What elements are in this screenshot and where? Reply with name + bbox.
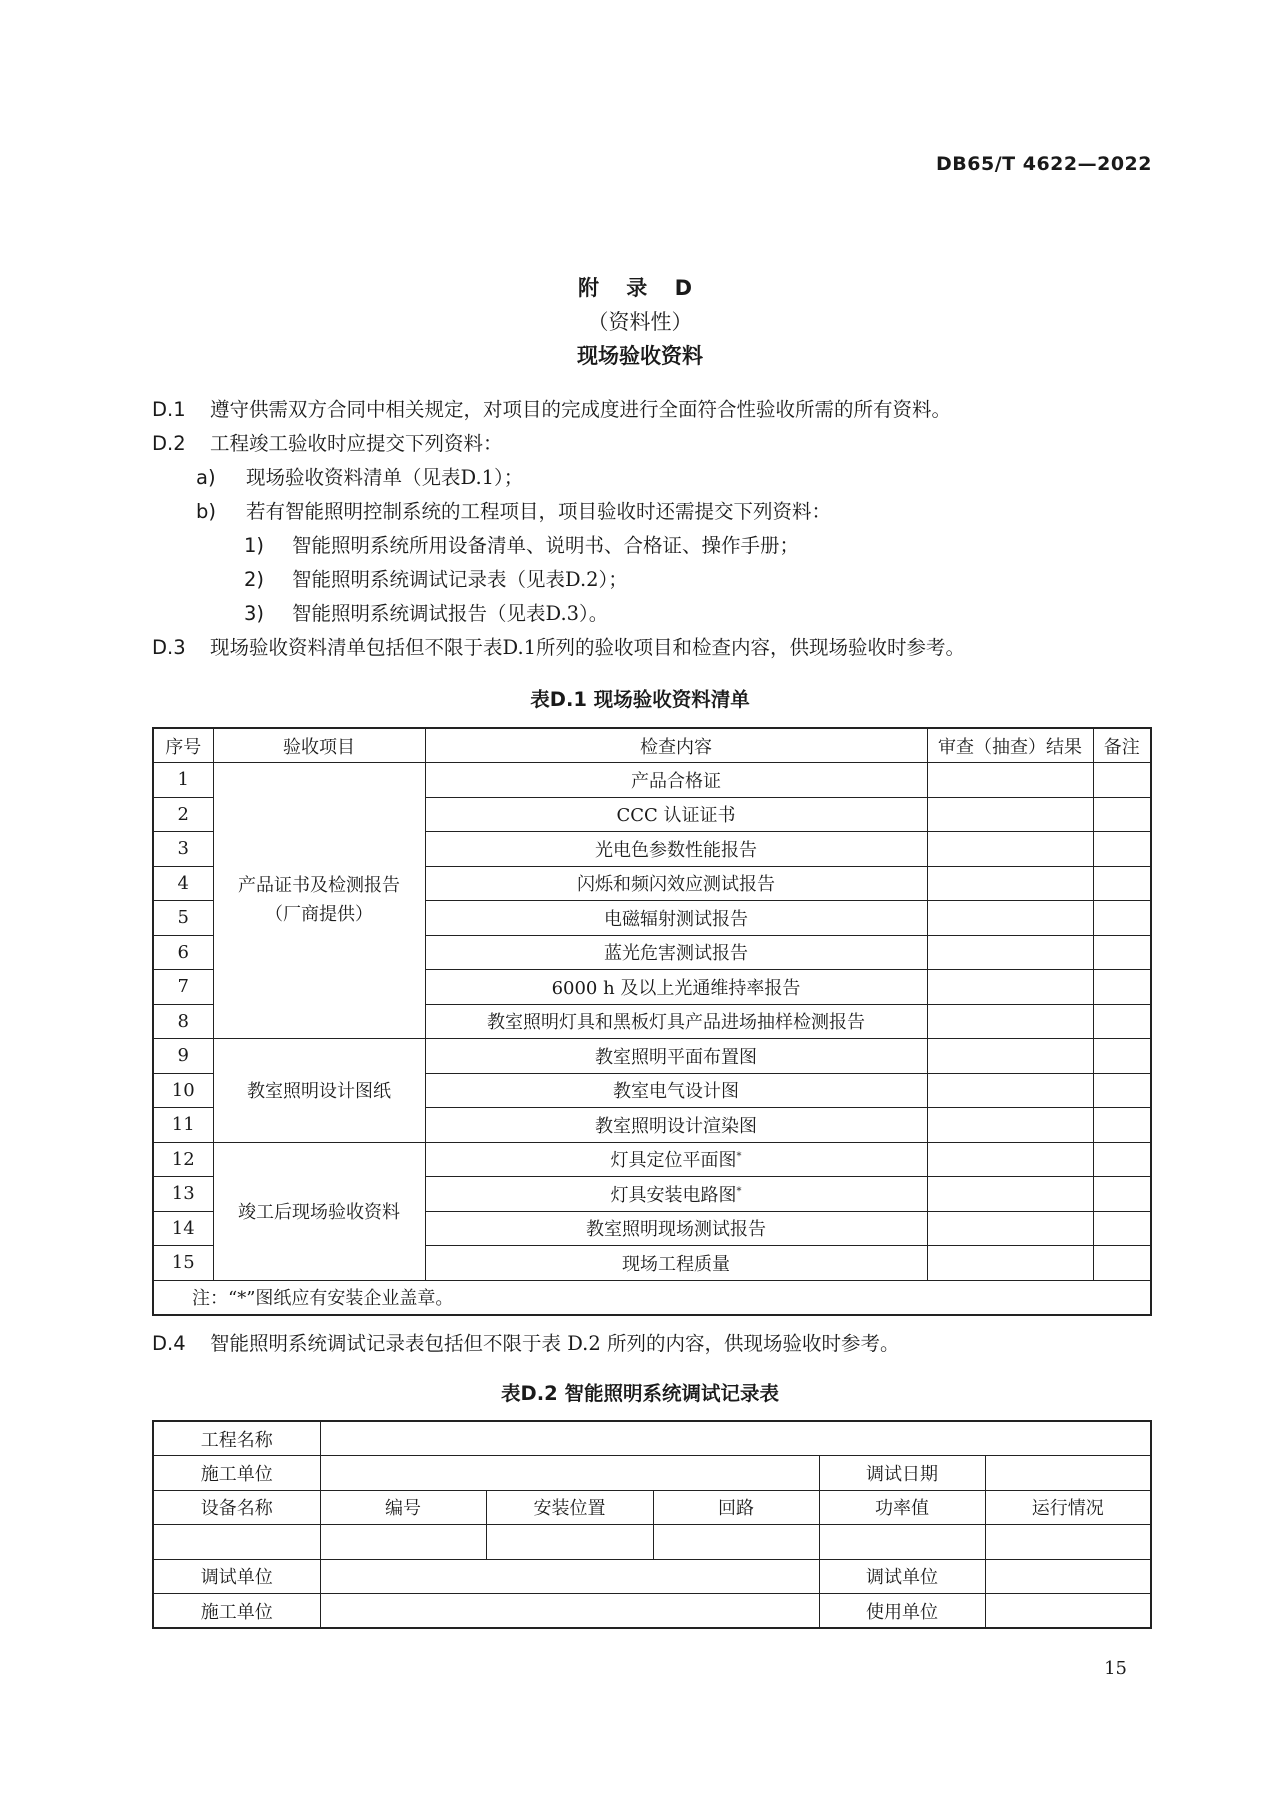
row-number: 5 — [153, 901, 213, 936]
header-cell: 功率值 — [819, 1490, 985, 1525]
header-cell: 审查（抽查）结果 — [927, 728, 1093, 763]
list-item-a — [196, 462, 523, 490]
row-number: 9 — [153, 1039, 213, 1074]
list-text: 智能照明系统调试报告（见表D.3）。 — [292, 602, 609, 625]
result-cell — [927, 1039, 1093, 1074]
table-row — [153, 1525, 1151, 1560]
remark-cell — [1093, 935, 1151, 970]
table-row — [153, 1142, 1151, 1177]
table-row — [153, 1594, 1151, 1629]
result-cell — [927, 832, 1093, 867]
appendix-title: 附 录 D — [577, 276, 703, 300]
label-cell: 工程名称 — [153, 1421, 320, 1456]
clause-d4 — [152, 1328, 899, 1356]
value-cell — [320, 1421, 1151, 1456]
label-cell: 调试单位 — [153, 1559, 320, 1594]
value-cell — [819, 1525, 985, 1560]
remark-cell — [1093, 901, 1151, 936]
list-text: 智能照明系统所用设备清单、说明书、合格证、操作手册； — [292, 534, 800, 557]
result-cell — [927, 970, 1093, 1005]
acceptance-checklist-table — [152, 727, 1152, 1316]
check-content: 教室电气设计图 — [425, 1073, 927, 1108]
check-content: 闪烁和频闪效应测试报告 — [425, 866, 927, 901]
table-row — [153, 1039, 1151, 1074]
check-content: 蓝光危害测试报告 — [425, 935, 927, 970]
clause-number: D.4 — [152, 1332, 186, 1355]
table-row — [153, 1559, 1151, 1594]
value-cell — [985, 1559, 1151, 1594]
table-note: 注：“*”图纸应有安装企业盖章。 — [153, 1280, 1151, 1315]
remark-cell — [1093, 1004, 1151, 1039]
table-row — [153, 763, 1151, 798]
header-cell: 备注 — [1093, 728, 1151, 763]
check-content: 教室照明设计渲染图 — [425, 1108, 927, 1143]
remark-cell — [1093, 1073, 1151, 1108]
content-text: 灯具定位平面图 — [610, 1150, 737, 1172]
result-cell — [927, 1073, 1093, 1108]
label-cell: 施工单位 — [153, 1456, 320, 1491]
row-number: 7 — [153, 970, 213, 1005]
clause-number: D.2 — [152, 432, 186, 455]
value-cell — [985, 1594, 1151, 1629]
check-content — [425, 1142, 927, 1177]
remark-cell — [1093, 866, 1151, 901]
clause-text: 智能照明系统调试记录表包括但不限于表 D.2 所列的内容，供现场验收时参考。 — [210, 1332, 900, 1355]
row-number: 11 — [153, 1108, 213, 1143]
remark-cell — [1093, 1039, 1151, 1074]
result-cell — [927, 797, 1093, 832]
list-item-b1 — [244, 530, 799, 558]
value-cell — [153, 1525, 320, 1560]
remark-cell — [1093, 1246, 1151, 1281]
remark-cell — [1093, 1177, 1151, 1212]
list-marker: 2) — [244, 568, 265, 591]
check-content — [425, 1177, 927, 1212]
label-cell: 调试单位 — [819, 1559, 985, 1594]
document-code: DB65/T 4622—2022 — [936, 153, 1152, 175]
label-cell: 施工单位 — [153, 1594, 320, 1629]
header-cell: 验收项目 — [213, 728, 425, 763]
header-cell: 编号 — [320, 1490, 486, 1525]
page-number: 15 — [1104, 1658, 1127, 1679]
row-number: 8 — [153, 1004, 213, 1039]
check-content: 教室照明现场测试报告 — [425, 1211, 927, 1246]
row-number: 1 — [153, 763, 213, 798]
value-cell — [320, 1559, 819, 1594]
result-cell — [927, 1211, 1093, 1246]
remark-cell — [1093, 763, 1151, 798]
check-content: 教室照明平面布置图 — [425, 1039, 927, 1074]
content-text: 灯具安装电路图 — [610, 1184, 737, 1206]
appendix-subtitle: （资料性） — [587, 310, 693, 334]
list-item-b2 — [244, 564, 628, 592]
table1-caption: 表D.1 现场验收资料清单 — [530, 688, 750, 711]
clause-text: 工程竣工验收时应提交下列资料： — [210, 432, 503, 455]
check-content: 教室照明灯具和黑板灯具产品进场抽样检测报告 — [425, 1004, 927, 1039]
list-text: 智能照明系统调试记录表（见表D.2）； — [292, 568, 628, 591]
result-cell — [927, 763, 1093, 798]
header-cell: 回路 — [653, 1490, 819, 1525]
group-product-certificates: 产品证书及检测报告 （厂商提供） — [213, 763, 425, 1039]
remark-cell — [1093, 797, 1151, 832]
check-content: 光电色参数性能报告 — [425, 832, 927, 867]
row-number: 10 — [153, 1073, 213, 1108]
group-design-drawings: 教室照明设计图纸 — [213, 1039, 425, 1143]
value-cell — [486, 1525, 653, 1560]
debug-record-table — [152, 1420, 1152, 1629]
row-number: 2 — [153, 797, 213, 832]
remark-cell — [1093, 1108, 1151, 1143]
value-cell — [653, 1525, 819, 1560]
clause-text: 遵守供需双方合同中相关规定，对项目的完成度进行全面符合性验收所需的所有资料。 — [210, 398, 952, 421]
check-content: 现场工程质量 — [425, 1246, 927, 1281]
header-cell: 设备名称 — [153, 1490, 320, 1525]
table-row — [153, 1421, 1151, 1456]
header-cell: 序号 — [153, 728, 213, 763]
result-cell — [927, 1108, 1093, 1143]
result-cell — [927, 901, 1093, 936]
table-note-row — [153, 1280, 1151, 1315]
table-row — [153, 1456, 1151, 1491]
table2-caption: 表D.2 智能照明系统调试记录表 — [501, 1382, 779, 1405]
value-cell — [320, 1594, 819, 1629]
table-header-row — [153, 1490, 1151, 1525]
row-number: 13 — [153, 1177, 213, 1212]
list-marker: a) — [196, 466, 216, 489]
value-cell — [320, 1456, 819, 1491]
list-item-b — [196, 496, 831, 524]
result-cell — [927, 1142, 1093, 1177]
header-cell: 检查内容 — [425, 728, 927, 763]
seal-mark: * — [736, 1185, 742, 1197]
clause-d2 — [152, 428, 503, 456]
result-cell — [927, 866, 1093, 901]
appendix-name: 现场验收资料 — [577, 344, 703, 368]
check-content: 电磁辐射测试报告 — [425, 901, 927, 936]
remark-cell — [1093, 832, 1151, 867]
value-cell — [985, 1525, 1151, 1560]
result-cell — [927, 1177, 1093, 1212]
row-number: 15 — [153, 1246, 213, 1281]
row-number: 3 — [153, 832, 213, 867]
check-content: CCC 认证证书 — [425, 797, 927, 832]
result-cell — [927, 935, 1093, 970]
remark-cell — [1093, 1211, 1151, 1246]
list-text: 现场验收资料清单（见表D.1）； — [246, 466, 524, 489]
label-cell: 使用单位 — [819, 1594, 985, 1629]
header-cell: 安装位置 — [486, 1490, 653, 1525]
value-cell — [985, 1456, 1151, 1491]
list-marker: 1) — [244, 534, 265, 557]
clause-d3 — [152, 632, 965, 660]
list-marker: 3) — [244, 602, 265, 625]
clause-number: D.1 — [152, 398, 186, 421]
check-content: 产品合格证 — [425, 763, 927, 798]
seal-mark: * — [736, 1151, 742, 1163]
group-site-acceptance: 竣工后现场验收资料 — [213, 1142, 425, 1280]
row-number: 14 — [153, 1211, 213, 1246]
check-content: 6000 h 及以上光通维持率报告 — [425, 970, 927, 1005]
list-marker: b) — [196, 500, 216, 523]
row-number: 6 — [153, 935, 213, 970]
remark-cell — [1093, 1142, 1151, 1177]
list-text: 若有智能照明控制系统的工程项目，项目验收时还需提交下列资料： — [246, 500, 832, 523]
value-cell — [320, 1525, 486, 1560]
list-item-b3 — [244, 598, 608, 626]
label-cell: 调试日期 — [819, 1456, 985, 1491]
result-cell — [927, 1246, 1093, 1281]
header-cell: 运行情况 — [985, 1490, 1151, 1525]
clause-d1 — [152, 394, 951, 422]
row-number: 4 — [153, 866, 213, 901]
remark-cell — [1093, 970, 1151, 1005]
row-number: 12 — [153, 1142, 213, 1177]
clause-number: D.3 — [152, 636, 186, 659]
clause-text: 现场验收资料清单包括但不限于表D.1所列的验收项目和检查内容，供现场验收时参考。 — [210, 636, 966, 659]
result-cell — [927, 1004, 1093, 1039]
table-header-row — [153, 728, 1151, 763]
